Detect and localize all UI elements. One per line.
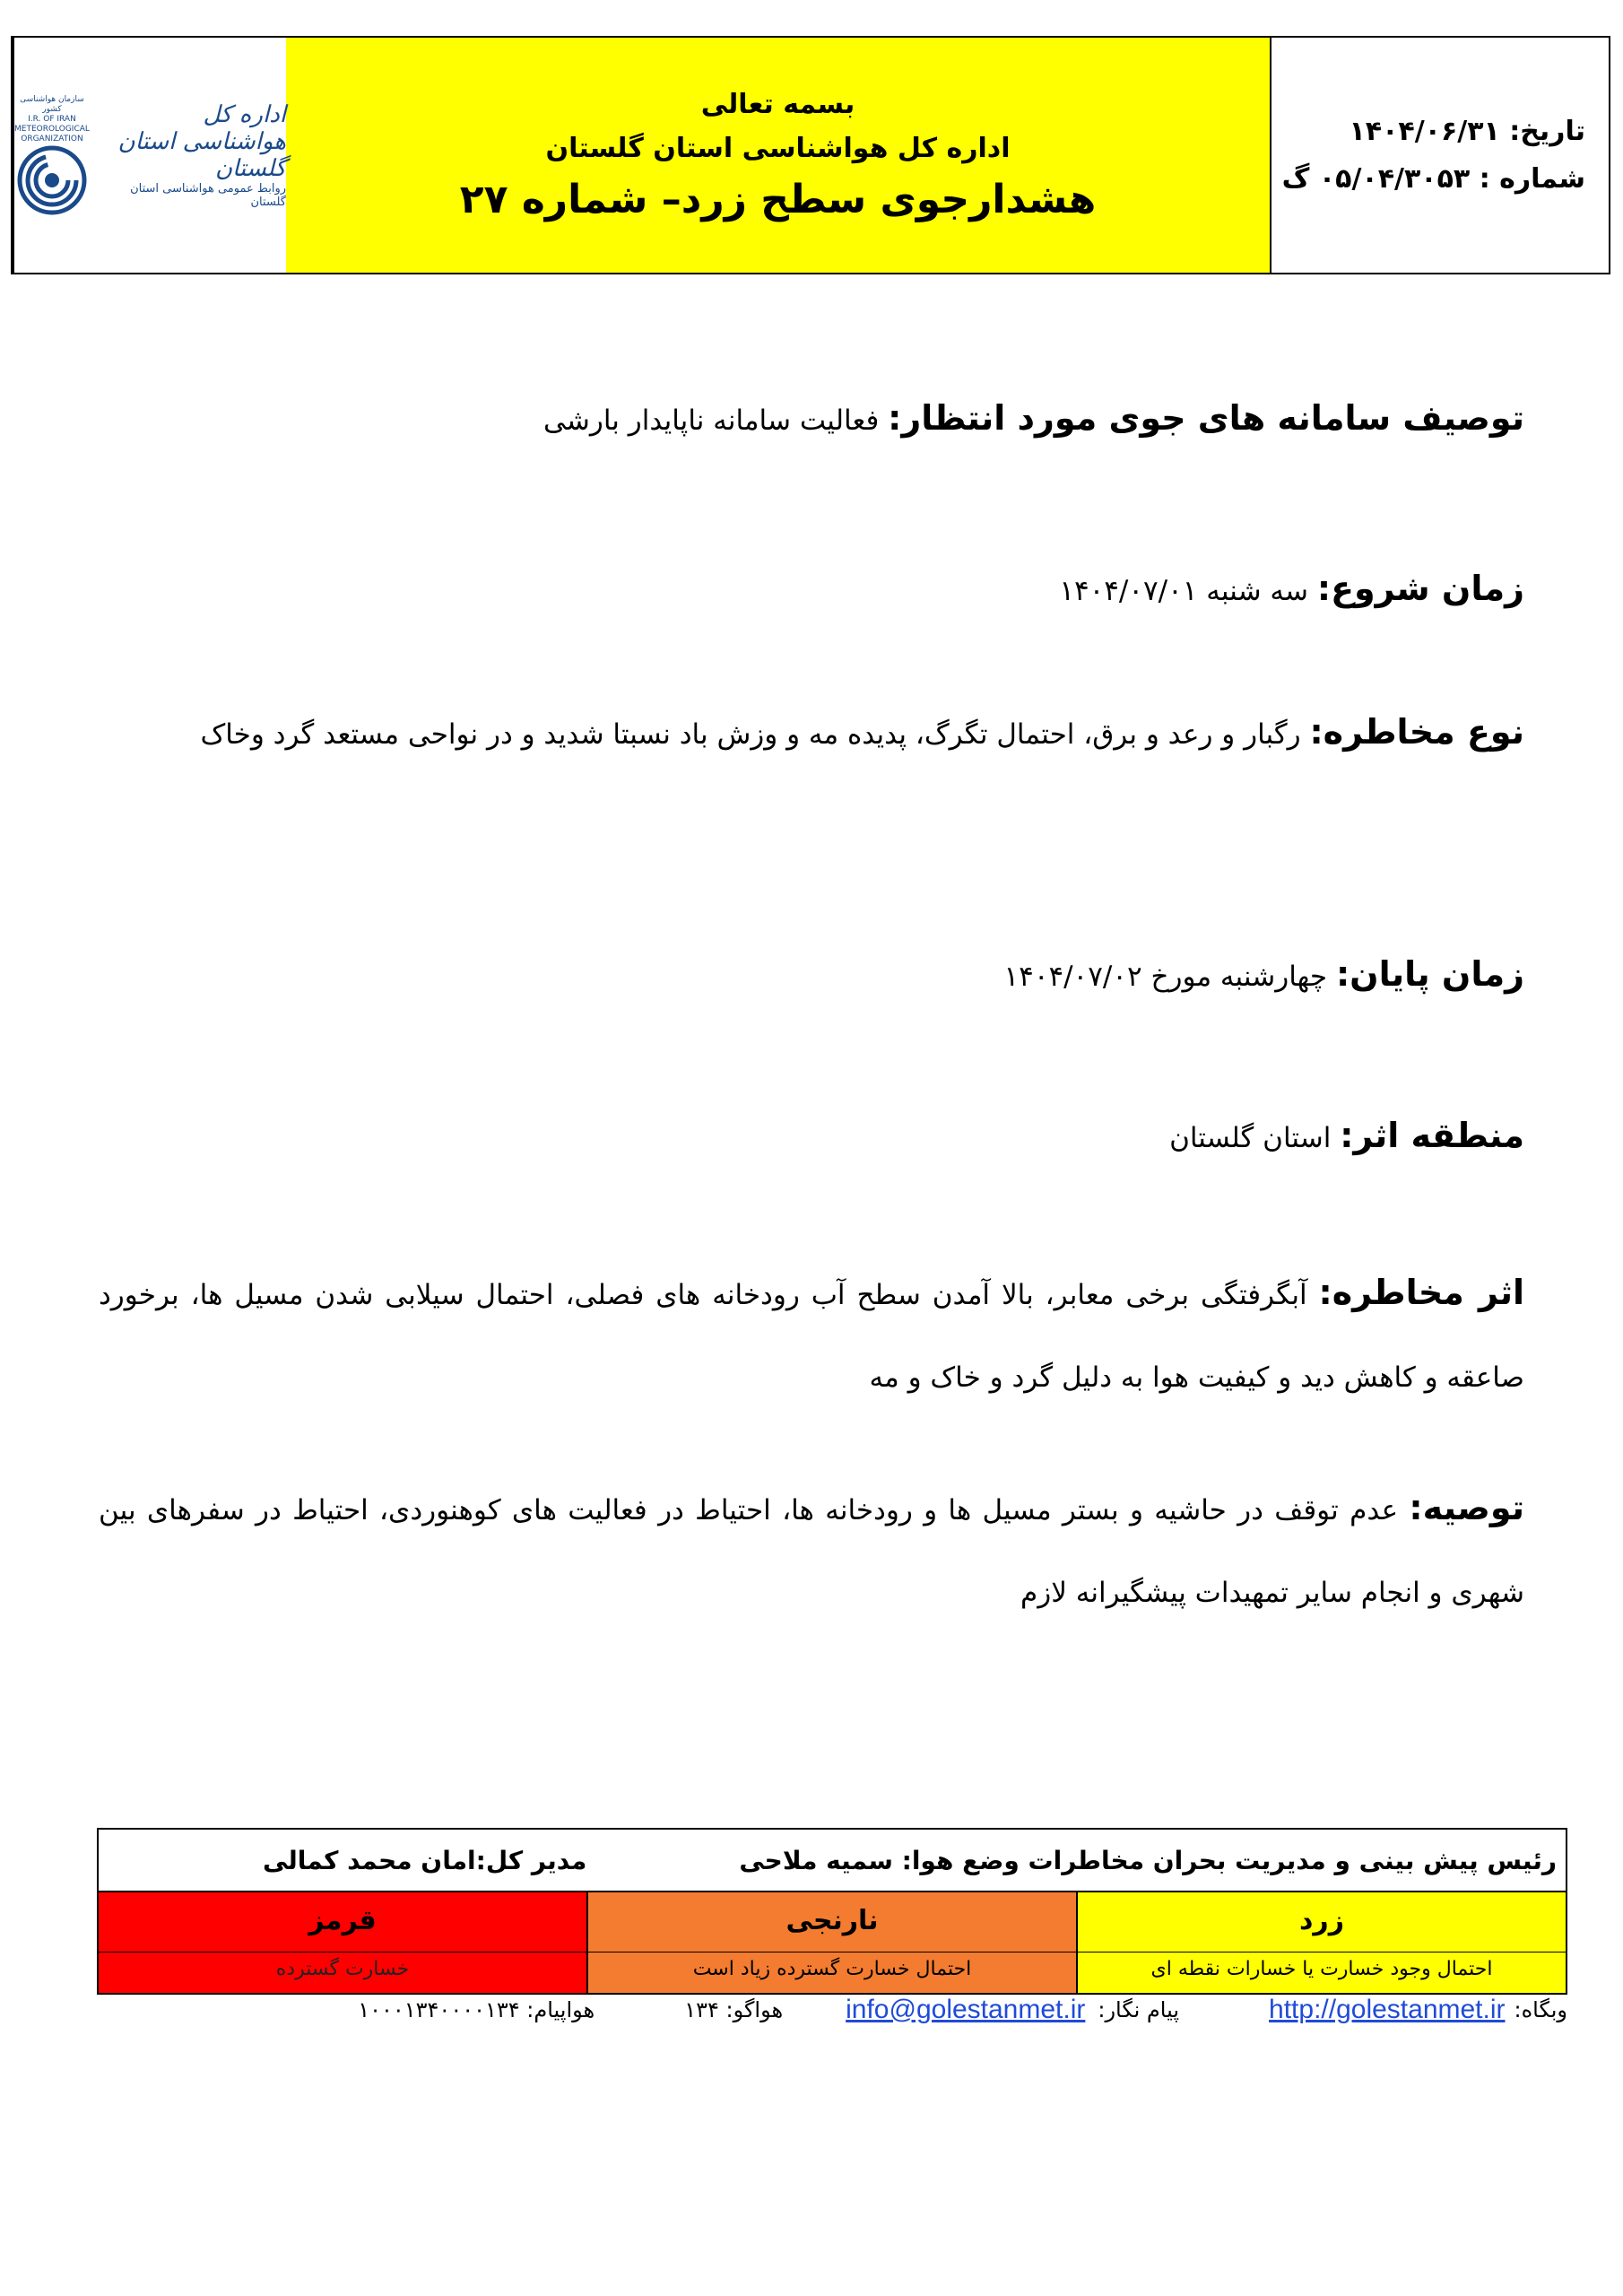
logo-text [99,101,286,209]
section-label: نوع مخاطره: [1309,712,1524,752]
warning-title: هشدارجوی سطح زرد– شماره ۲۷ [459,176,1097,222]
section-label: منطقه اثر: [1340,1116,1524,1155]
spiral-logo-icon [16,144,88,216]
header-invocation: بسمه تعالی [700,88,855,120]
director-general: مدیر کل:امان محمد کمالی [262,1845,587,1875]
level-name: نارنجی [785,1905,879,1937]
section-hazard-impact [99,1251,1524,1419]
signatures-row [99,1830,1566,1892]
sms-number: هواپیام: ۱۰۰۰۱۳۴۰۰۰۰۱۳۴ [358,1997,595,2022]
level-red [99,1892,586,1993]
forecast-chief: رئیس پیش بینی و مدیریت بحران مخاطرات وضع هوا: سمیه ملاحی [739,1845,1557,1875]
letter-date: تاریخ: ۱۴۰۴/۰۶/۳۱ [1349,116,1585,147]
section-label: زمان پایان: [1335,954,1524,994]
section-recommendation [99,1466,1524,1634]
logo-en-line3: ORGANIZATION [21,134,83,144]
hotline: هواگو: ۱۳۴ [684,1997,784,2022]
section-system-description [99,377,1524,462]
contact-line [97,1995,1567,2025]
logo-en-line1: I.R. OF IRAN [28,114,76,124]
section-label: توصیه: [1409,1488,1524,1527]
header-title-block [286,38,1270,273]
letter-number: شماره : ۰۵/۰۴/۳۰۵۳ گ [1281,163,1585,195]
section-start-time [99,547,1524,632]
letter-header [11,36,1610,274]
section-label: زمان شروع: [1316,569,1524,608]
section-text: آبگرفتگی برخی معابر، بالا آمدن سطح آب رودخانه های فصلی، احتمال سیلابی شدن مسیل ها، برخورد صاعقه و کاهش دید و کیفیت هوا به دلیل گرد و خاک و مه [99,1279,1524,1394]
section-text: استان گلستان [1169,1122,1341,1154]
level-yellow [1076,1892,1566,1993]
email-label: پیام نگار: [1098,1997,1180,2022]
logo-subtitle: روابط عمومی هواشناسی استان گلستان [130,182,286,209]
section-text: سه شنبه ۱۴۰۴/۰۷/۰۱ [1059,575,1317,607]
section-affected-area [99,1094,1524,1179]
section-label: اثر مخاطره: [1318,1273,1524,1312]
logo-fa-top: سازمان هواشناسی کشور [20,94,84,114]
level-name: زرد [1299,1905,1344,1937]
section-text: رگبار و رعد و برق، احتمال تگرگ، پدیده مه و وزش باد نسبتا شدید و در نواحی مستعد گرد وخاک [200,718,1310,751]
section-text: فعالیت سامانه ناپایدار بارشی [543,404,889,437]
section-end-time [99,933,1524,1018]
website-label: وبگاه: [1514,1997,1567,2022]
level-description: احتمال خسارت گسترده زیاد است [588,1952,1076,1980]
level-orange [586,1892,1076,1993]
level-description: خسارت گسترده [99,1952,586,1980]
logo-mark [14,95,90,216]
section-hazard-type [99,691,1524,776]
logo-en-line2: METEOROLOGICAL [14,124,90,134]
section-label: توصیف سامانه های جوی مورد انتظار: [888,398,1524,438]
section-text: عدم توقف در حاشیه و بستر مسیل ها و رودخانه ها، احتیاط در فعالیت های کوهنوردی، احتیاط در سفرهای بین شهری و انجام سایر تمهیدات پیشگیرانه لازم [99,1494,1524,1609]
signature-table [97,1828,1567,1995]
warning-levels-legend [99,1892,1566,1993]
level-description: احتمال وجود خسارت یا خسارات نقطه ای [1078,1952,1566,1980]
logo-org-name: اداره کل هواشناسی استان گلستان [117,101,286,182]
email-link[interactable]: info@golestanmet.ir [846,1995,1086,2024]
header-meta [1270,38,1609,273]
website-link[interactable]: http://golestanmet.ir [1269,1995,1506,2024]
level-name: قرمز [308,1905,377,1937]
org-logo [13,38,286,273]
section-text: چهارشنبه مورخ ۱۴۰۴/۰۷/۰۲ [1003,961,1336,993]
header-organization: اداره کل هواشناسی استان گلستان [545,132,1011,164]
